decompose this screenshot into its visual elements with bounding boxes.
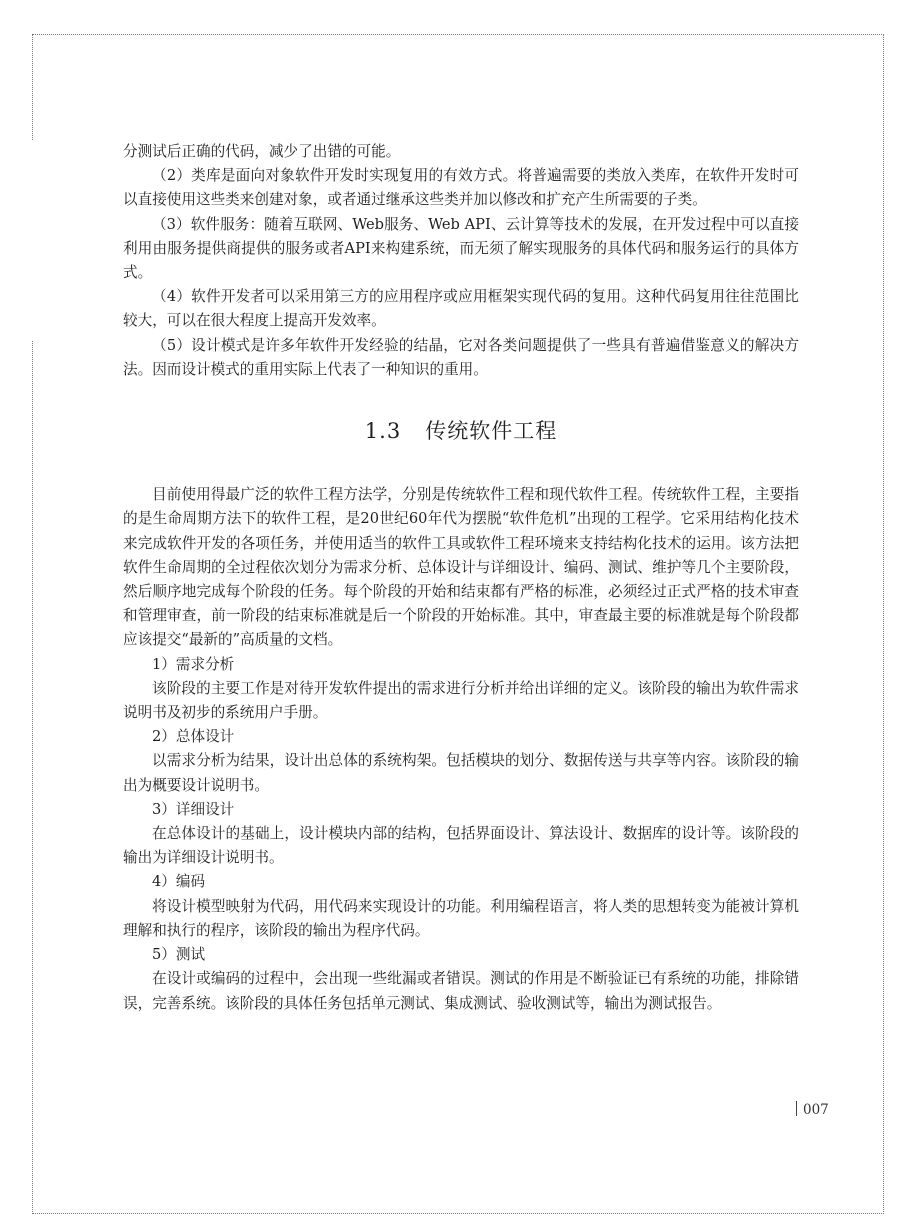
paragraph-class-library: （2）类库是面向对象软件开发时实现复用的有效方式。将普遍需要的类放入类库，在软件开发时可以直接使用这些类来创建对象，或者通过继承这些类并加以修改和扩充产生所需要的子类。 xyxy=(123,167,799,209)
phase-text: 在设计或编码的过程中，会出现一些纰漏或者错误。测试的作用是不断验证已有系统的功能，排除错误，完善系统。该阶段的具体任务包括单元测试、集成测试、验收测试等，输出为测试报告。 xyxy=(123,970,799,1012)
section-title: 传统软件工程 xyxy=(425,419,558,444)
section-intro: 目前使用得最广泛的软件工程方法学，分别是传统软件工程和现代软件工程。传统软件工程，主要指的是生命周期方法下的软件工程，是20世纪60年代为摆脱“软件危机”出现的工程学。它采用结构化技术来完成软件开发的各项任务，并使用适当的软件工具或软件工程环境来支持结构化技术的运用。该方法把软件生命周期的全过程依次划分为需求分析、总体设计与详细设计、编码、测试、维护等几个主要阶段，然后顺序地完成每个阶段的任务。每个阶段的开始和结束都有严格的标准，必须经过正式严格的技术审查和管理审查，前一阶段的结束标准就是后一个阶段的开始标准。其中，审查最主要的标准就是每个阶段都应该提交“最新的”高质量的文档。 xyxy=(123,486,799,649)
phase-heading: 5）测试 xyxy=(152,946,206,964)
phase-heading: 3）详细设计 xyxy=(152,800,235,818)
paragraph-design-pattern: （5）设计模式是许多年软件开发经验的结晶，它对各类问题提供了一些具有普遍借鉴意义的解决方法。因而设计模式的重用实际上代表了一种知识的重用。 xyxy=(123,336,799,378)
folio-divider xyxy=(796,1101,797,1116)
phase-heading: 1）需求分析 xyxy=(152,655,235,673)
section-number: 1.3 xyxy=(364,419,402,444)
page-body xyxy=(123,140,799,1016)
phase-text: 将设计模型映射为代码，用代码来实现设计的功能。利用编程语言，将人类的思想转变为能被计算机理解和执行的程序，该阶段的输出为程序代码。 xyxy=(123,897,799,939)
phase-text: 在总体设计的基础上，设计模块内部的结构，包括界面设计、算法设计、数据库的设计等。该阶段的输出为详细设计说明书。 xyxy=(123,825,799,867)
section-heading xyxy=(123,419,799,443)
paragraph-software-service: （3）软件服务：随着互联网、Web服务、Web API、云计算等技术的发展，在开发过程中可以直接利用由服务提供商提供的服务或者API来构建系统，而无须了解实现服务的具体代码和服务运行的具体方式。 xyxy=(123,215,799,282)
paragraph-third-party: （4）软件开发者可以采用第三方的应用程序或应用框架实现代码的复用。这种代码复用往往范围比较大，可以在很大程度上提高开发效率。 xyxy=(123,288,799,330)
phase-heading: 2）总体设计 xyxy=(152,728,235,746)
page-number xyxy=(796,1101,829,1118)
border-gap xyxy=(30,140,35,340)
phase-text: 该阶段的主要工作是对待开发软件提出的需求进行分析并给出详细的定义。该阶段的输出为软件需求说明书及初步的系统用户手册。 xyxy=(123,679,799,722)
paragraph-continued: 分测试后正确的代码，减少了出错的可能。 xyxy=(123,143,401,160)
phase-text: 以需求分析为结果，设计出总体的系统构架。包括模块的划分、数据传送与共享等内容。该阶段的输出为概要设计说明书。 xyxy=(123,752,799,794)
page-number-text: 007 xyxy=(803,1102,829,1118)
phase-heading: 4）编码 xyxy=(152,873,206,891)
